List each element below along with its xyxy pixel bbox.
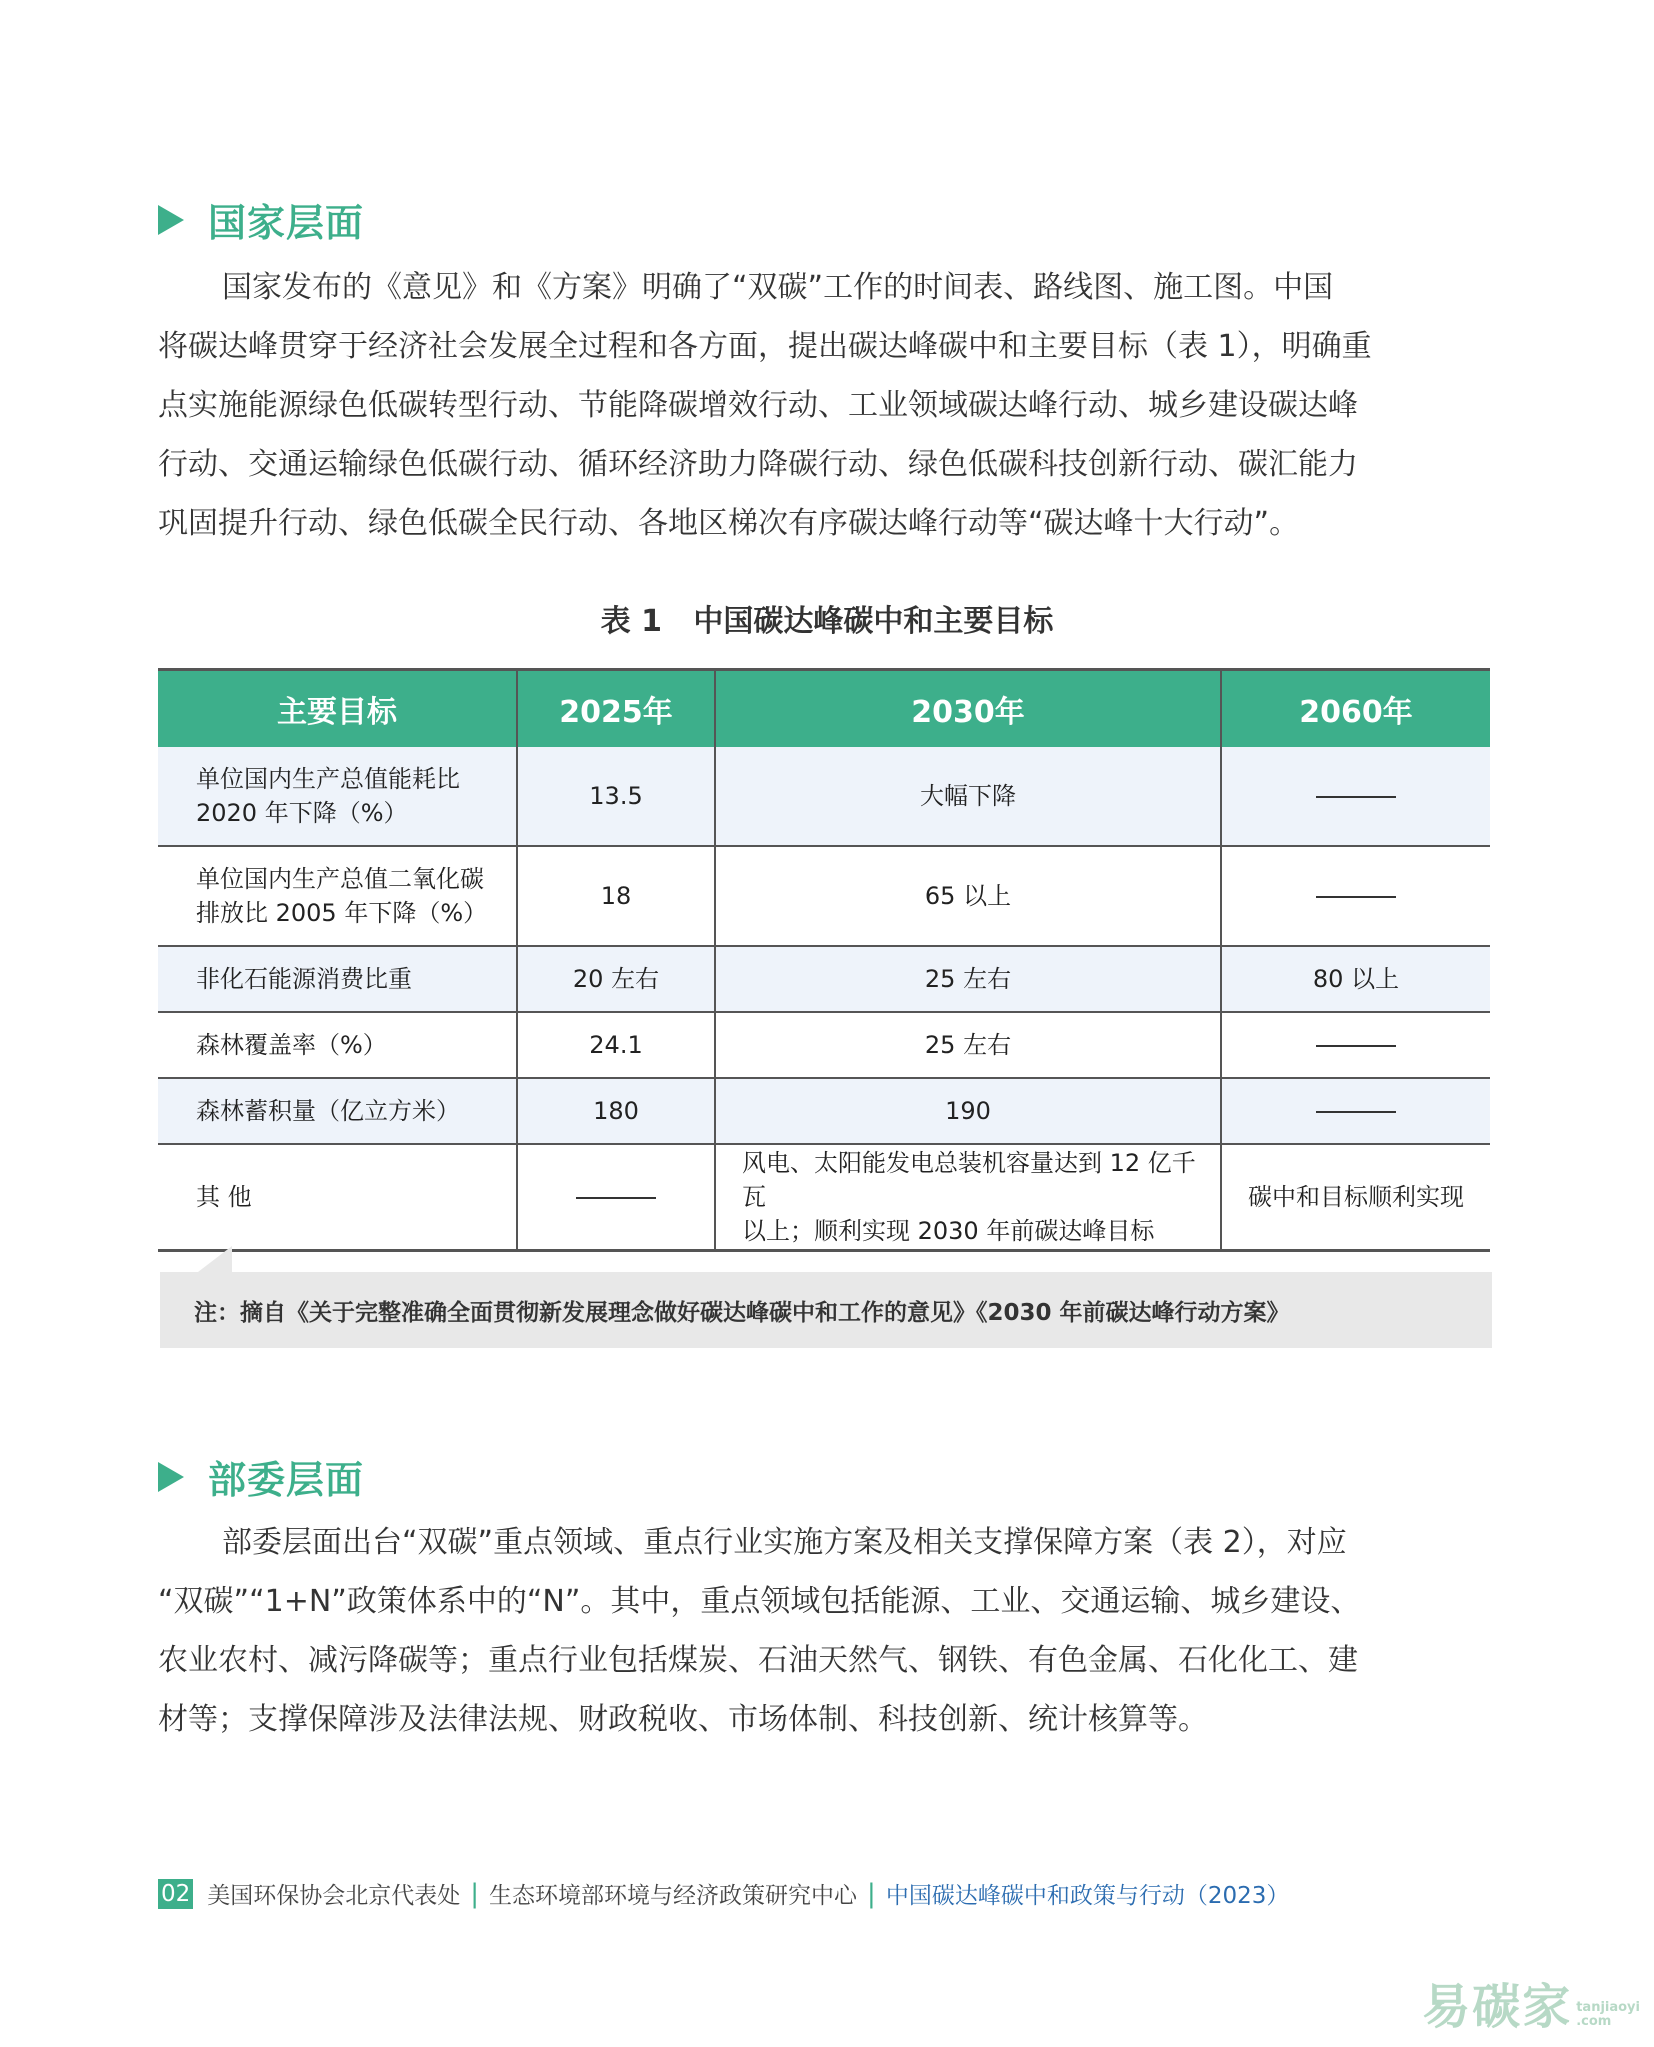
cell-text: 24.1 — [589, 1031, 643, 1059]
table-cell — [1221, 946, 1490, 1012]
footer-separator: | — [867, 1878, 876, 1909]
watermark-site-line1: tanjiaoyi — [1576, 2000, 1640, 2015]
dash-placeholder — [1316, 1045, 1396, 1047]
paragraph-line: 行动、交通运输绿色低碳行动、循环经济助力降碳行动、绿色低碳科技创新行动、碳汇能力 — [158, 447, 1358, 482]
table-cell — [517, 846, 715, 946]
page-number: 02 — [158, 1879, 193, 1909]
watermark-site-line2: .com — [1576, 2014, 1612, 2029]
table-cell — [158, 1012, 517, 1078]
cell-text: 单位国内生产总值能耗比 2020 年下降（%） — [196, 765, 460, 827]
cell-text: 25 左右 — [924, 1031, 1012, 1059]
watermark-site — [1576, 2001, 1640, 2029]
table-cell — [158, 946, 517, 1012]
dash-placeholder — [1316, 1111, 1396, 1113]
footer-separator: | — [470, 1878, 480, 1909]
table-cell — [1221, 1078, 1490, 1144]
note-text: 注：摘自《关于完整准确全面贯彻新发展理念做好碳达峰碳中和工作的意见》《2030 年前碳达峰行动方案》 — [194, 1300, 1290, 1326]
table-cell — [158, 1144, 517, 1251]
paragraph-line: 点实施能源绿色低碳转型行动、节能降碳增效行动、工业领域碳达峰行动、城乡建设碳达峰 — [158, 388, 1358, 423]
table-cell — [1221, 1144, 1490, 1251]
paragraph-line: 材等；支撑保障涉及法律法规、财政税收、市场体制、科技创新、统计核算等。 — [158, 1702, 1208, 1737]
cell-text: 非化石能源消费比重 — [196, 965, 412, 993]
section-title: 国家层面 — [208, 201, 365, 245]
table-header-row — [158, 670, 1490, 748]
cell-text: 其 他 — [196, 1183, 252, 1211]
page-footer — [158, 1877, 1289, 1910]
dash-placeholder — [576, 1197, 656, 1199]
dash-placeholder — [1316, 796, 1396, 798]
table-cell — [158, 1078, 517, 1144]
table-cell — [1221, 1012, 1490, 1078]
table-cell — [715, 1144, 1221, 1251]
table-cell — [517, 1012, 715, 1078]
goals-table — [158, 668, 1490, 1252]
table-note — [160, 1272, 1492, 1348]
table-cell — [715, 747, 1221, 846]
paragraph-line: “双碳”“1+N”政策体系中的“N”。其中，重点领域包括能源、工业、交通运输、城乡建设、 — [158, 1584, 1361, 1619]
paragraph-line: 部委层面出台“双碳”重点领域、重点行业实施方案及相关支撑保障方案（表 2），对应 — [222, 1525, 1347, 1560]
table-cell — [715, 1012, 1221, 1078]
table-cell — [158, 747, 517, 846]
table-cell — [517, 1144, 715, 1251]
cell-text: 森林蓄积量（亿立方米） — [196, 1097, 460, 1125]
cell-text: 20 左右 — [572, 965, 660, 993]
cell-text: 大幅下降 — [920, 782, 1016, 810]
table-row — [158, 1144, 1490, 1251]
table-cell — [517, 747, 715, 846]
table-row — [158, 1078, 1490, 1144]
cell-text: 25 左右 — [924, 965, 1012, 993]
paragraph-line: 农业农村、减污降碳等；重点行业包括煤炭、石油天然气、钢铁、有色金属、石化化工、建 — [158, 1643, 1358, 1678]
cell-text: 18 — [600, 882, 632, 910]
cell-text: 80 以上 — [1312, 965, 1400, 993]
triangle-bullet-icon — [158, 205, 184, 235]
cell-text: 180 — [593, 1097, 639, 1125]
dash-placeholder — [1316, 896, 1396, 898]
section-title: 部委层面 — [208, 1458, 365, 1502]
footer-org1: 美国环保协会北京代表处 — [207, 1883, 461, 1909]
section2-paragraph — [158, 1513, 1488, 1749]
section-heading-ministry — [158, 1449, 364, 1504]
footer-report-title: 中国碳达峰碳中和政策与行动（2023） — [885, 1883, 1290, 1909]
cell-text: 190 — [945, 1097, 991, 1125]
table-header-cell: 主要目标 — [158, 670, 517, 748]
cell-text: 森林覆盖率（%） — [196, 1031, 387, 1059]
cell-text: 风电、太阳能发电总装机容量达到 12 亿千瓦 以上；顺利实现 2030 年前碳达峰目标 — [742, 1149, 1196, 1245]
table-row — [158, 946, 1490, 1012]
cell-text: 单位国内生产总值二氧化碳 排放比 2005 年下降（%） — [196, 865, 488, 927]
table-header-cell: 2025年 — [517, 670, 715, 748]
table-cell — [1221, 747, 1490, 846]
table-header-cell: 2060年 — [1221, 670, 1490, 748]
triangle-bullet-icon — [158, 1462, 184, 1492]
table-cell — [715, 1078, 1221, 1144]
table-row — [158, 747, 1490, 846]
table-row — [158, 846, 1490, 946]
note-pointer — [198, 1246, 232, 1272]
cell-text: 碳中和目标顺利实现 — [1248, 1183, 1464, 1211]
table-title: 表 1 中国碳达峰碳中和主要目标 — [600, 604, 1054, 639]
table-cell — [517, 1078, 715, 1144]
table-cell — [715, 846, 1221, 946]
table-cell — [517, 946, 715, 1012]
table-header-cell: 2030年 — [715, 670, 1221, 748]
table-cell — [1221, 846, 1490, 946]
table-row — [158, 1012, 1490, 1078]
section-heading-national — [158, 192, 364, 247]
table-cell — [158, 846, 517, 946]
watermark-brand: 易碳家 — [1422, 1979, 1573, 2035]
footer-org2: 生态环境部环境与经济政策研究中心 — [489, 1883, 858, 1909]
cell-text: 65 以上 — [924, 882, 1012, 910]
section1-paragraph — [158, 258, 1488, 553]
cell-text: 13.5 — [589, 782, 643, 810]
paragraph-line: 巩固提升行动、绿色低碳全民行动、各地区梯次有序碳达峰行动等“碳达峰十大行动”。 — [158, 506, 1300, 541]
watermark-logo — [1422, 1968, 1640, 2037]
table-cell — [715, 946, 1221, 1012]
paragraph-line: 国家发布的《意见》和《方案》明确了“双碳”工作的时间表、路线图、施工图。中国 — [222, 270, 1334, 305]
paragraph-line: 将碳达峰贯穿于经济社会发展全过程和各方面，提出碳达峰碳中和主要目标（表 1），明确重 — [158, 329, 1372, 364]
